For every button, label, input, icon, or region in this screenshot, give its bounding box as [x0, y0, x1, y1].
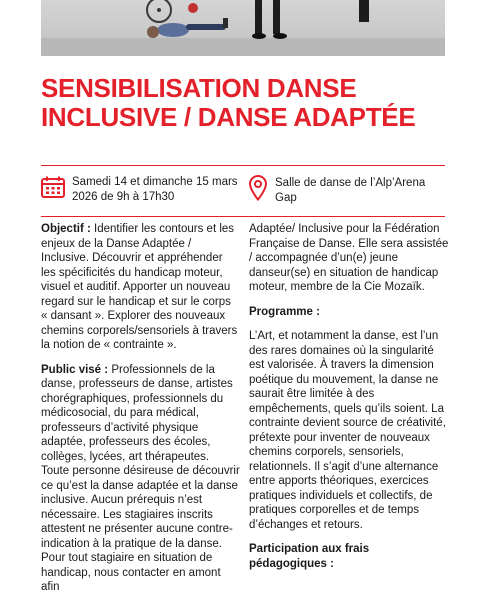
top-divider — [41, 165, 445, 166]
page-title: SENSIBILISATION DANSE INCLUSIVE / DANSE ADAPTÉE — [41, 73, 416, 132]
objectif-paragraph — [41, 222, 240, 353]
header-photo-area — [0, 0, 486, 56]
bottom-divider — [41, 216, 445, 217]
programme-text: L’Art, et notamment la danse, est l’un des rares domaines où la singularité est valorisée. À travers la dimension poétique du mouvement, la danse ne saurait être limitée à des empêchements, quels qu’ils soient. La contrainte devient source de créativité, prétexte pour inventer de nouveaux chemins corporels, sensoriels, relationnels. Il s’agit d’une alternance entre apports théoriques, exercices pratiques individuels et collectifs, de pratiques corporelles et de temps d’échanges et retours. — [249, 330, 446, 531]
map-pin-icon — [249, 175, 267, 201]
calendar-icon — [41, 176, 65, 198]
objectif-text: Identifier les contours et les enjeux de la Danse Adaptée / Inclusive. Découvrir et appréhender les spécificités du handicap moteur, visuel et auditif. Apporter un nouveau regard sur le handicap et sur le corps « dansant ». Explorer des nouveaux chemins corporels/sensoriels à travers la notion de « contrainte ». — [41, 223, 238, 351]
event-dates: Samedi 14 et dimanche 15 mars 2026 de 9h à 17h30 — [72, 176, 238, 203]
public-paragraph — [41, 363, 240, 595]
participation-label: Participation aux frais pédagogiques : — [249, 543, 370, 570]
public-label: Public visé : — [41, 363, 109, 376]
programme-label: Programme : — [249, 305, 320, 318]
left-column — [41, 222, 240, 595]
event-location: Salle de danse de l’Alp’Arena Gap — [275, 177, 426, 204]
right-column — [249, 222, 449, 571]
intro-paragraph: Adaptée/ Inclusive pour la Fédération Française de Danse. Elle sera assistée / accompagnée d’un(e) jeune danseur(se) en situation de handicap moteur, membre de la Cie Mozaïk. — [249, 223, 449, 293]
public-text: Professionnels de la danse, professeurs de danse, artistes chorégraphiques, professionnels du médicosocial, du para médical, professeurs d’activité physique adaptée, professeurs des écoles, collèges, lycées, art thérapeutes. Toute personne désireuse de découvrir ce qu’est la danse adaptée et la danse inclusive. Aucun prérequis n’est nécessaire. Les stagiaires inscrits attestent ne présenter aucune contre-indication à la pratique de la danse. Pour tout stagiaire en situation de handicap, nous contacter en amont afin — [41, 363, 240, 593]
dance-photo-illustration — [41, 0, 445, 56]
dance-photo — [41, 0, 445, 56]
objectif-label: Objectif : — [41, 223, 91, 235]
